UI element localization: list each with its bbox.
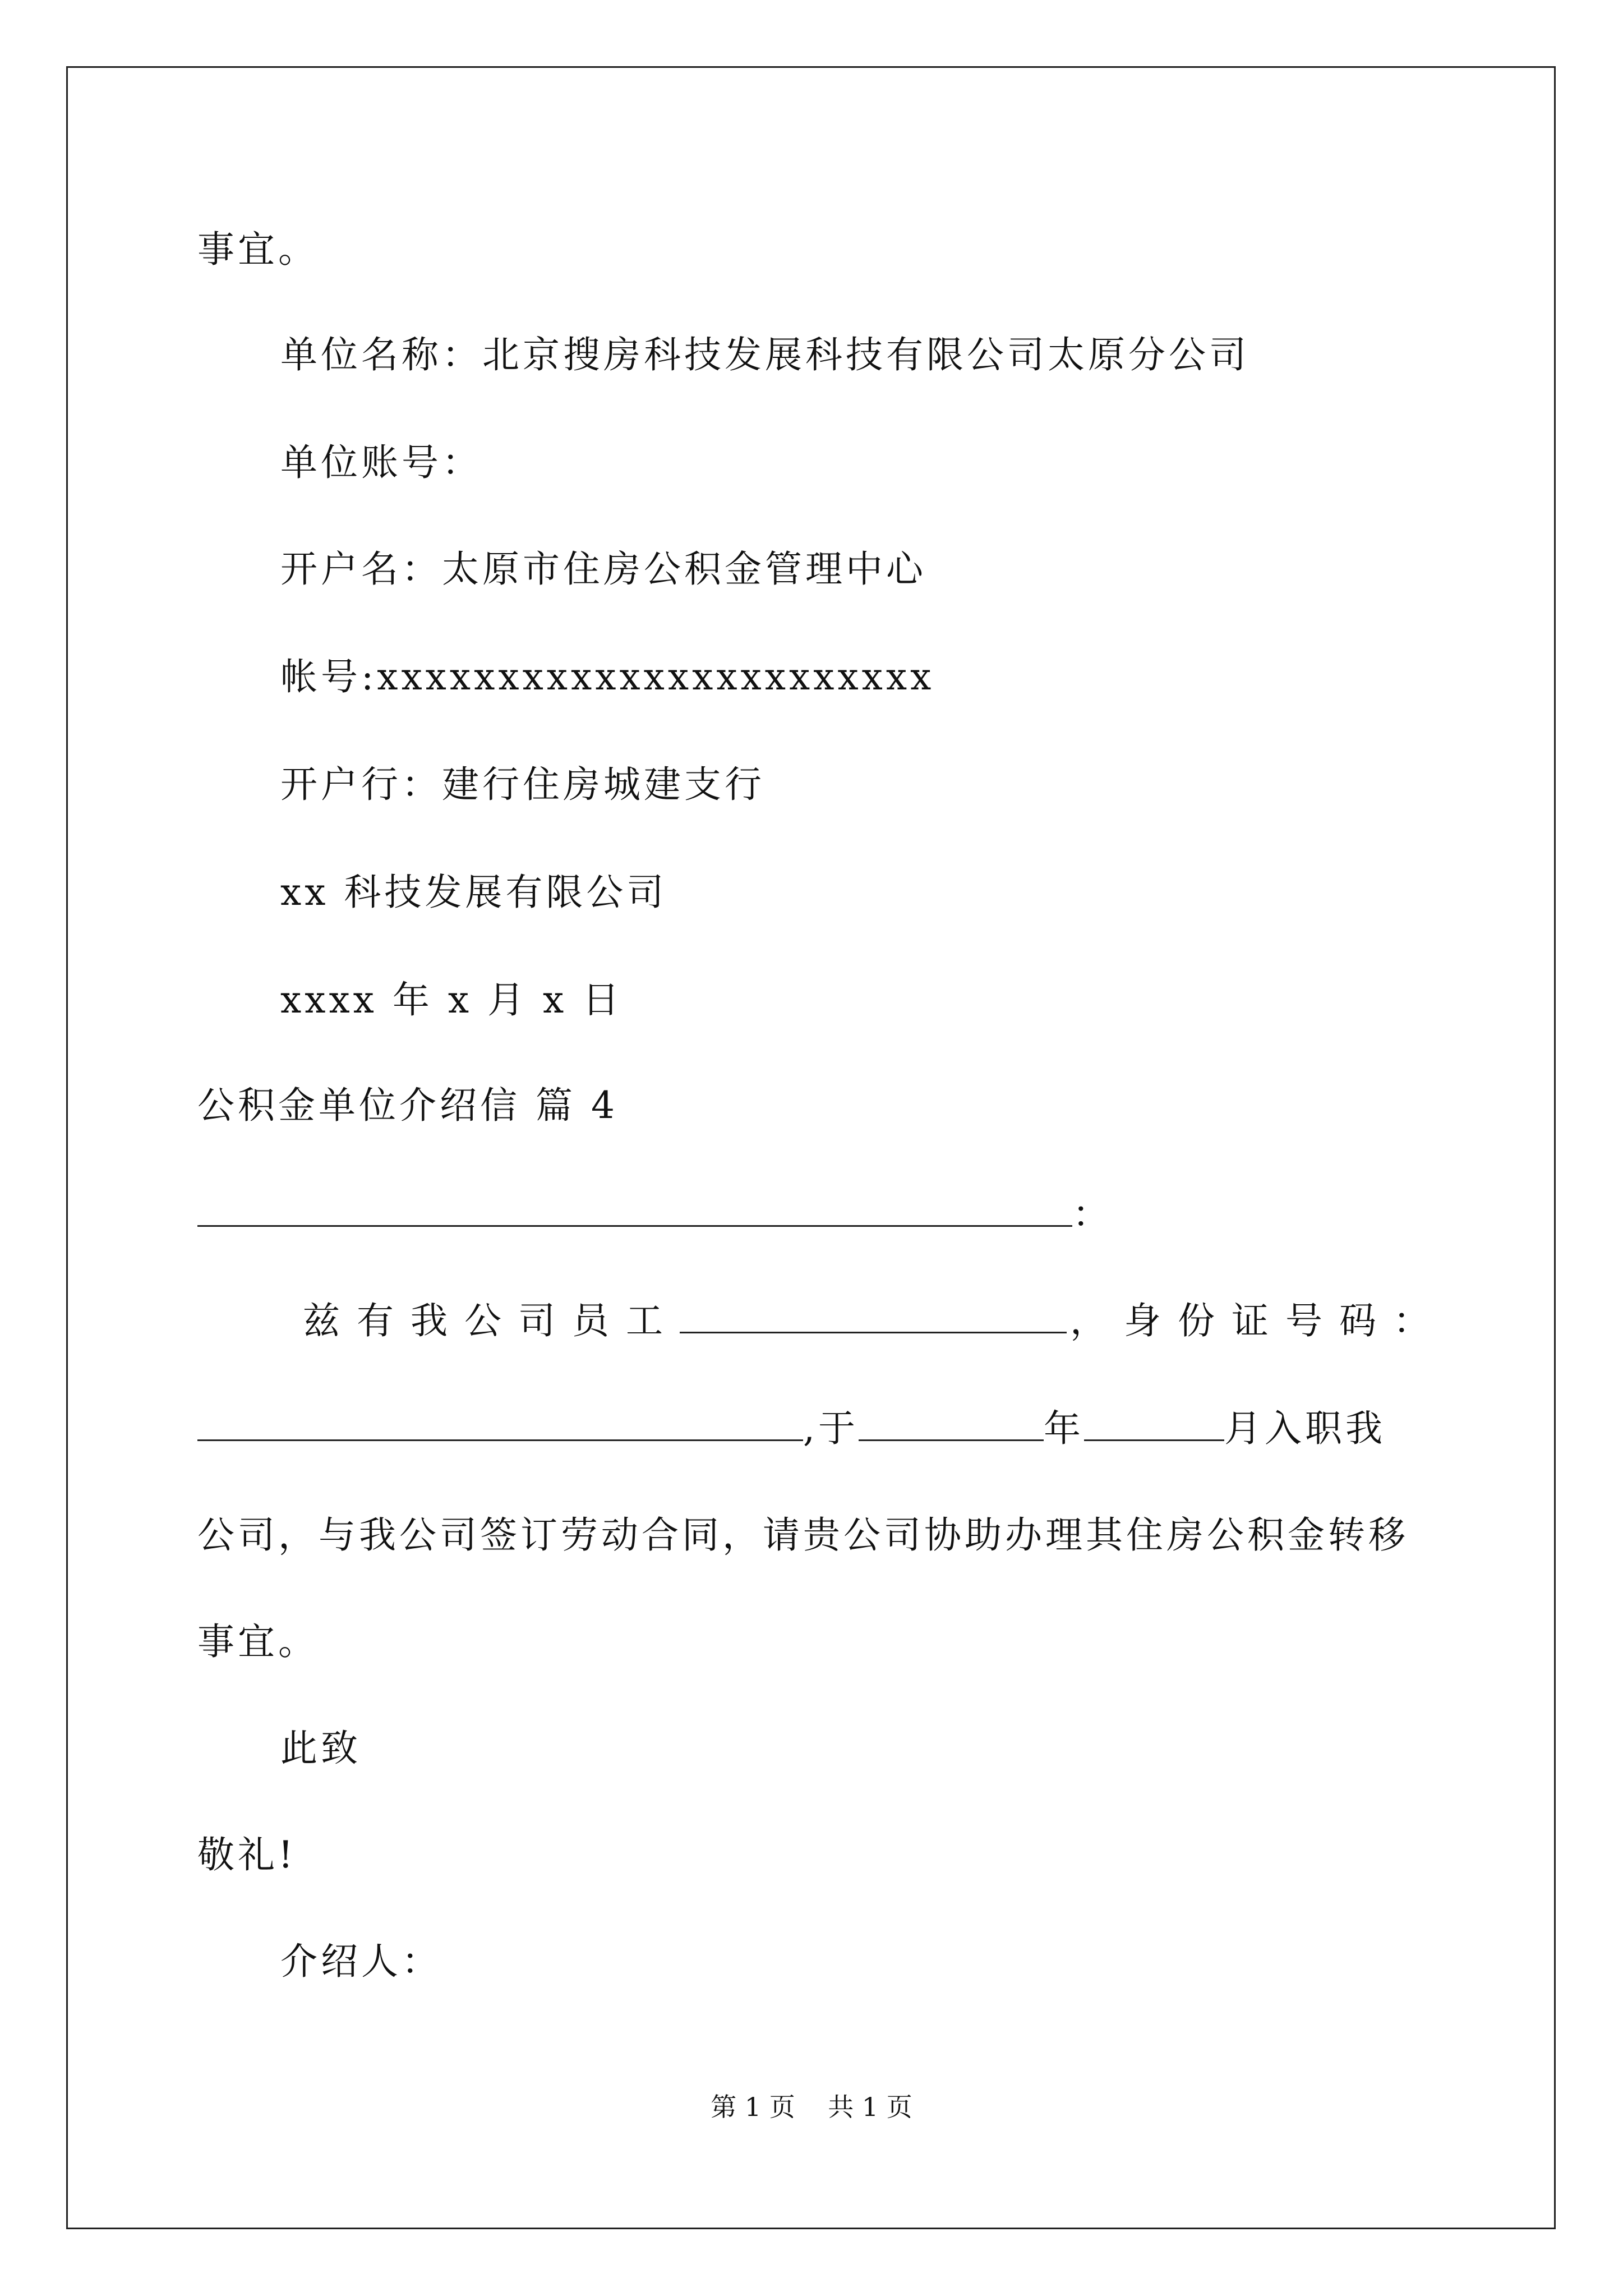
employee-line — [303, 1296, 1447, 1346]
recipient-colon: ： — [1072, 1193, 1113, 1236]
text-line-unit-account: 单位账号： — [280, 441, 482, 484]
entry-year-prefix: ,于 — [803, 1407, 859, 1450]
page-border — [66, 66, 1556, 2229]
text-line-company: xx 科技发展有限公司 — [280, 871, 667, 914]
section-heading: 公积金单位介绍信 篇 4 — [197, 1084, 618, 1127]
employee-intro: 兹有我公司员工 — [303, 1299, 680, 1342]
text-line-regards: 敬礼! — [197, 1833, 297, 1876]
text-line-bank: 开户行：建行住房城建支行 — [280, 763, 765, 806]
entry-year-blank — [859, 1407, 1044, 1441]
text-line-unit-name: 单位名称：北京搜房科技发展科技有限公司太原分公司 — [280, 333, 1249, 376]
entry-date-line — [197, 1404, 1386, 1454]
employee-name-blank — [680, 1299, 1067, 1333]
text-line-matters: 事宜。 — [197, 1620, 319, 1663]
text-line-introducer: 介绍人： — [280, 1940, 442, 1983]
text-line-salutation: 此致 — [280, 1727, 361, 1770]
text-line-date: xxxx 年 x 月 x 日 — [280, 978, 623, 1022]
text-line-account-number: 帐号:xxxxxxxxxxxxxxxxxxxxxxx — [280, 655, 935, 698]
entry-year-label: 年 — [1043, 1407, 1084, 1450]
entry-month-label: 月入职我 — [1224, 1407, 1386, 1450]
entry-month-blank — [1084, 1407, 1224, 1441]
recipient-blank — [197, 1193, 1072, 1227]
recipient-line — [197, 1189, 1113, 1240]
id-number-label: ，身份证号码： — [1070, 1299, 1447, 1342]
text-line-account-name: 开户名：太原市住房公积金管理中心 — [280, 547, 926, 591]
text-line-1: 事宜。 — [197, 228, 319, 271]
text-line-request: 公司，与我公司签订劳动合同，请贵公司协助办理其住房公积金转移 — [197, 1513, 1409, 1557]
page-footer: 第 1 页 共 1 页 — [711, 2092, 912, 2122]
id-number-blank — [197, 1407, 803, 1441]
